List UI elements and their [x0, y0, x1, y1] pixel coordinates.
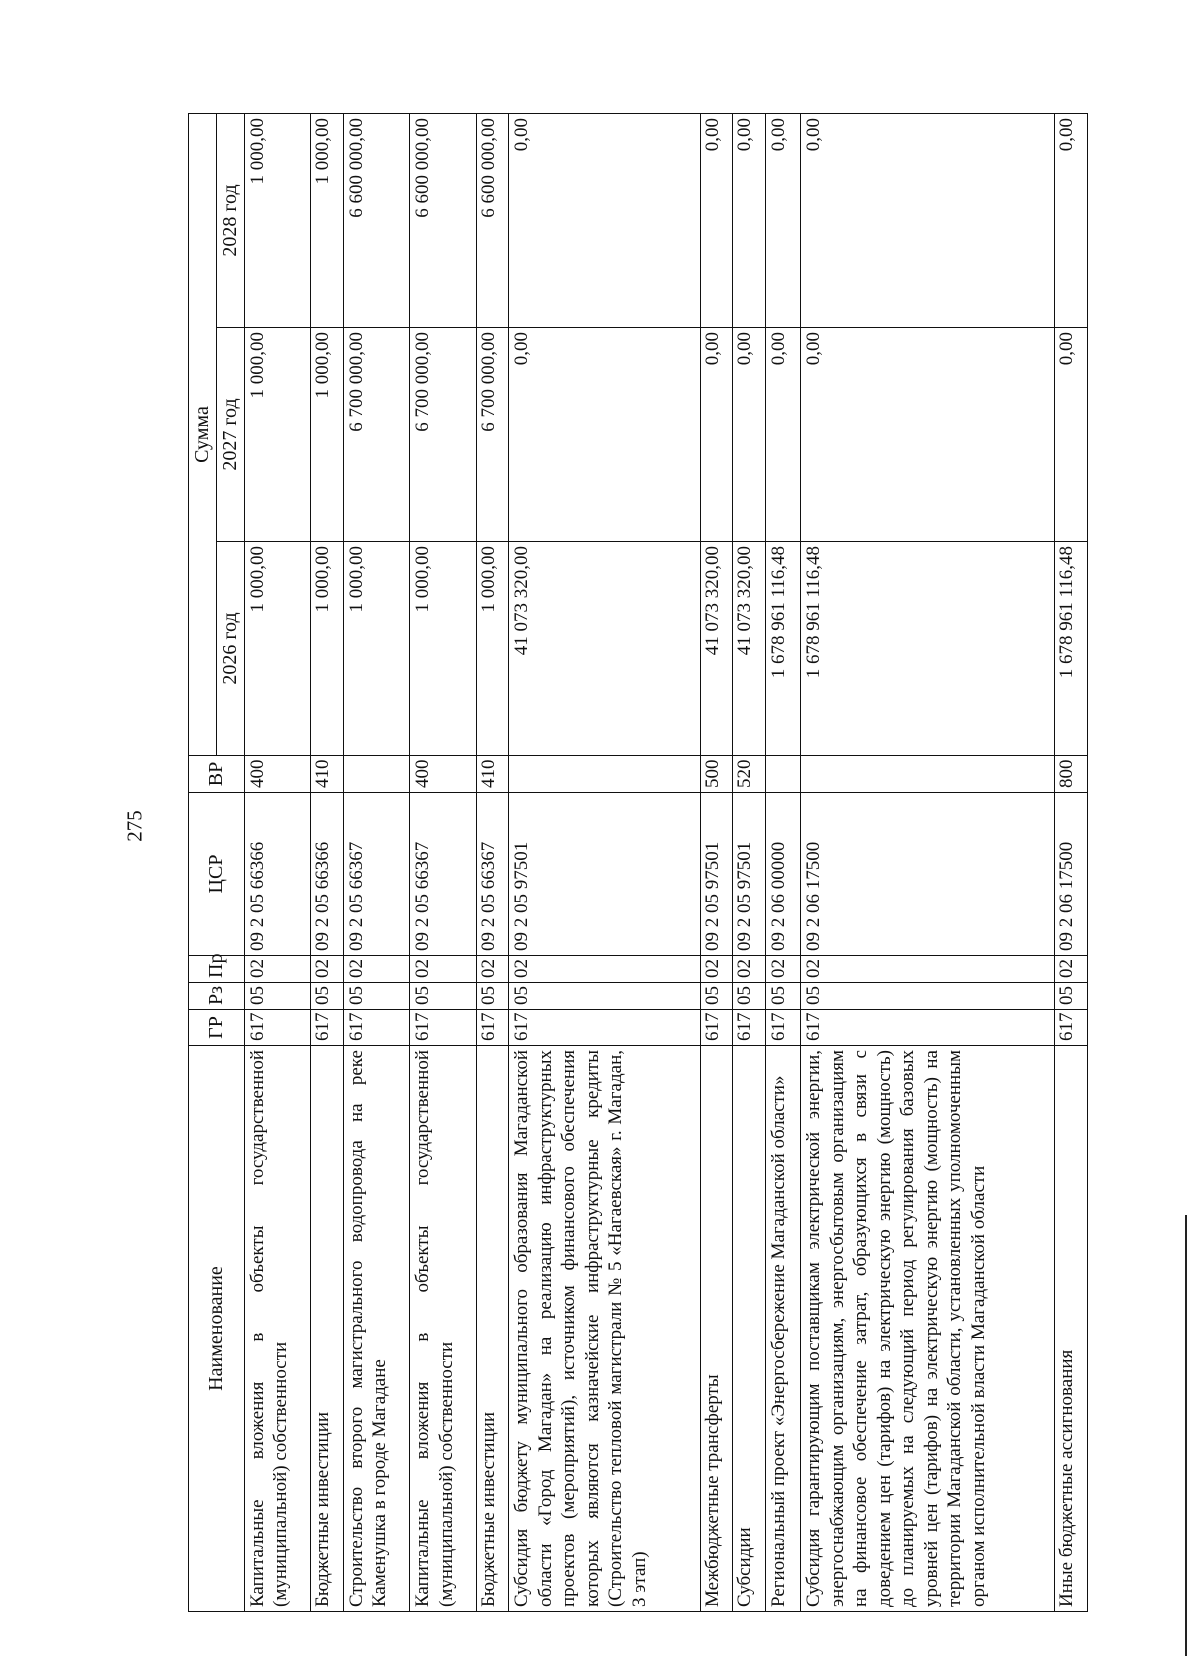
row-vr — [765, 756, 800, 793]
row-2027: 6 700 000,00 — [476, 328, 509, 542]
row-name: Строительство второго магистрального водопровода на реке Каменушка в городе Магадане — [343, 1046, 410, 1612]
row-2027: 0,00 — [733, 328, 766, 542]
row-vr: 800 — [1055, 756, 1088, 793]
header-2028: 2028 год — [216, 113, 244, 327]
row-pr: 02 — [733, 956, 766, 983]
row-2028: 6 600 000,00 — [476, 113, 509, 327]
row-csr: 09 2 06 17500 — [801, 793, 1055, 956]
table-row — [244, 113, 311, 1611]
row-vr — [509, 756, 701, 793]
row-2026: 1 000,00 — [410, 542, 477, 756]
header-row — [189, 113, 217, 1611]
row-2026: 41 073 320,00 — [733, 542, 766, 756]
row-gr: 617 — [343, 1010, 410, 1046]
row-2027: 1 000,00 — [244, 328, 311, 542]
budget-table — [188, 113, 1088, 1612]
header-name: Наименование — [189, 1046, 245, 1612]
row-rz: 05 — [509, 983, 701, 1010]
table-row — [509, 113, 701, 1611]
header-rz: Рз — [189, 983, 245, 1010]
row-pr: 02 — [244, 956, 311, 983]
row-2026: 1 678 961 116,48 — [1055, 542, 1088, 756]
row-2026: 41 073 320,00 — [509, 542, 701, 756]
row-pr: 02 — [410, 956, 477, 983]
row-2028: 0,00 — [801, 113, 1055, 327]
row-rz: 05 — [801, 983, 1055, 1010]
row-vr: 400 — [244, 756, 311, 793]
row-name: Капитальные вложения в объекты государственной (муниципальной) собственности — [244, 1046, 311, 1612]
row-2027: 0,00 — [765, 328, 800, 542]
row-gr: 617 — [311, 1010, 344, 1046]
row-csr: 09 2 06 00000 — [765, 793, 800, 956]
row-2026: 1 000,00 — [311, 542, 344, 756]
row-rz: 05 — [244, 983, 311, 1010]
row-name: Межбюджетные трансферты — [700, 1046, 733, 1612]
header-vr: ВР — [189, 756, 245, 793]
row-rz: 05 — [765, 983, 800, 1010]
row-pr: 02 — [801, 956, 1055, 983]
row-csr: 09 2 05 66366 — [244, 793, 311, 956]
row-name: Субсидия гарантирующим поставщикам электрической энергии, энергоснабжающим организациям, энергосбытовым организациям на финансовое обеспечение затрат, образующихся в связи с доведением цен (тарифов) на электрическую энергию (мощность) до планируемых на следующий период регулирования базовых уровней цен (тарифов) на электрическую энергию (мощность) на территории Магаданской области, установленных уполномоченным органом исполнительной власти Магаданской области — [801, 1046, 1055, 1612]
row-gr: 617 — [476, 1010, 509, 1046]
row-2028: 6 600 000,00 — [410, 113, 477, 327]
row-2026: 1 000,00 — [343, 542, 410, 756]
row-2028: 0,00 — [1055, 113, 1088, 327]
table-row — [1055, 113, 1088, 1611]
row-gr: 617 — [410, 1010, 477, 1046]
row-name: Бюджетные инвестиции — [311, 1046, 344, 1612]
row-name: Субсидия бюджету муниципального образования Магаданской области «Город Магадан» на реализацию инфраструктурных проектов (мероприятий), источником финансового обеспечения которых являются казначейские инфраструктурные кредиты (Строительство тепловой магистрали № 5 «Нагаевская» г. Магадан, 3 этап) — [509, 1046, 701, 1612]
row-2028: 0,00 — [700, 113, 733, 327]
row-vr — [801, 756, 1055, 793]
row-csr: 09 2 05 66367 — [343, 793, 410, 956]
row-rz: 05 — [476, 983, 509, 1010]
row-name: Субсидии — [733, 1046, 766, 1612]
row-rz: 05 — [1055, 983, 1088, 1010]
table-row — [343, 113, 410, 1611]
row-2026: 1 678 961 116,48 — [801, 542, 1055, 756]
row-2028: 1 000,00 — [311, 113, 344, 327]
table-row — [700, 113, 733, 1611]
row-2027: 0,00 — [1055, 328, 1088, 542]
row-csr: 09 2 05 66367 — [410, 793, 477, 956]
row-csr: 09 2 05 66366 — [311, 793, 344, 956]
row-gr: 617 — [1055, 1010, 1088, 1046]
row-pr: 02 — [700, 956, 733, 983]
row-pr: 02 — [509, 956, 701, 983]
row-rz: 05 — [410, 983, 477, 1010]
row-2028: 0,00 — [765, 113, 800, 327]
row-name: Капитальные вложения в объекты государственной (муниципальной) собственности — [410, 1046, 477, 1612]
header-2027: 2027 год — [216, 328, 244, 542]
table-row — [476, 113, 509, 1611]
row-pr: 02 — [311, 956, 344, 983]
row-gr: 617 — [700, 1010, 733, 1046]
row-rz: 05 — [311, 983, 344, 1010]
row-csr: 09 2 05 97501 — [700, 793, 733, 956]
row-gr: 617 — [244, 1010, 311, 1046]
row-2028: 6 600 000,00 — [343, 113, 410, 327]
row-rz: 05 — [343, 983, 410, 1010]
row-gr: 617 — [733, 1010, 766, 1046]
header-2026: 2026 год — [216, 542, 244, 756]
row-gr: 617 — [509, 1010, 701, 1046]
header-gr: ГР — [189, 1010, 245, 1046]
row-name: Иные бюджетные ассигнования — [1055, 1046, 1088, 1612]
row-2026: 1 678 961 116,48 — [765, 542, 800, 756]
row-vr: 410 — [311, 756, 344, 793]
header-sum: Сумма — [189, 113, 217, 755]
row-2028: 1 000,00 — [244, 113, 311, 327]
row-2027: 0,00 — [700, 328, 733, 542]
row-2026: 1 000,00 — [476, 542, 509, 756]
row-csr: 09 2 05 66367 — [476, 793, 509, 956]
row-pr: 02 — [765, 956, 800, 983]
scan-edge-line — [1185, 1215, 1187, 1656]
row-csr: 09 2 05 97501 — [733, 793, 766, 956]
rotated-table-container — [188, 114, 1088, 1612]
row-rz: 05 — [700, 983, 733, 1010]
table-row — [311, 113, 344, 1611]
row-pr: 02 — [476, 956, 509, 983]
row-2027: 0,00 — [509, 328, 701, 542]
header-pr: Пр — [189, 956, 245, 983]
row-vr: 500 — [700, 756, 733, 793]
row-name: Бюджетные инвестиции — [476, 1046, 509, 1612]
row-2026: 1 000,00 — [244, 542, 311, 756]
row-vr: 400 — [410, 756, 477, 793]
header-csr: ЦСР — [189, 793, 245, 956]
row-vr: 410 — [476, 756, 509, 793]
row-2027: 1 000,00 — [311, 328, 344, 542]
page-number: 275 — [122, 810, 147, 842]
row-2027: 6 700 000,00 — [410, 328, 477, 542]
table-row — [765, 113, 800, 1611]
row-2027: 6 700 000,00 — [343, 328, 410, 542]
row-pr: 02 — [343, 956, 410, 983]
row-gr: 617 — [801, 1010, 1055, 1046]
table-row — [410, 113, 477, 1611]
row-csr: 09 2 05 97501 — [509, 793, 701, 956]
row-name: Региональный проект «Энергосбережение Магаданской области» — [765, 1046, 800, 1612]
row-gr: 617 — [765, 1010, 800, 1046]
row-pr: 02 — [1055, 956, 1088, 983]
row-2026: 41 073 320,00 — [700, 542, 733, 756]
row-2028: 0,00 — [733, 113, 766, 327]
row-vr — [343, 756, 410, 793]
row-2028: 0,00 — [509, 113, 701, 327]
row-rz: 05 — [733, 983, 766, 1010]
table-row — [733, 113, 766, 1611]
row-2027: 0,00 — [801, 328, 1055, 542]
row-vr: 520 — [733, 756, 766, 793]
row-csr: 09 2 06 17500 — [1055, 793, 1088, 956]
table-row — [801, 113, 1055, 1611]
